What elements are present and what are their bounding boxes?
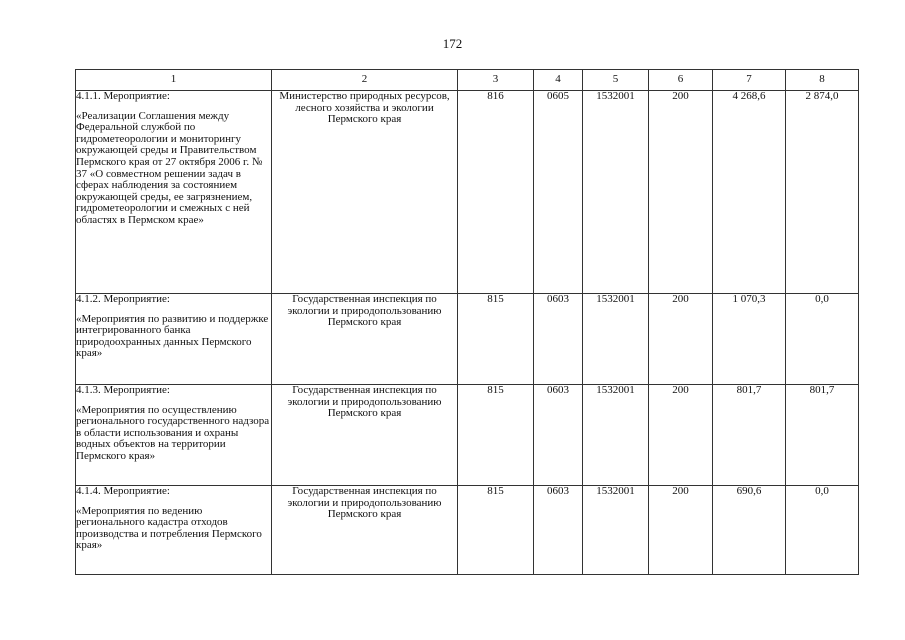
table-row bbox=[76, 91, 859, 294]
table-row bbox=[76, 486, 859, 575]
activity-code: 4.1.1. Мероприятие: bbox=[76, 90, 170, 102]
activity-cell bbox=[76, 486, 272, 575]
executor-cell: Государственная инспекция по экологии и природопользованию Пермского края bbox=[272, 385, 458, 486]
activity-code: 4.1.4. Мероприятие: bbox=[76, 485, 170, 497]
cell-col3: 815 bbox=[458, 385, 534, 486]
cell-col4: 0603 bbox=[534, 294, 583, 385]
activity-description: «Мероприятия по развитию и поддержке интегрированного банка природоохранных данных Пермского края» bbox=[76, 312, 269, 360]
cell-col4: 0603 bbox=[534, 486, 583, 575]
activity-description: «Мероприятия по осуществлению регионального государственного надзора в области использования и охраны водных объектов на территории Пермского края» bbox=[76, 403, 270, 462]
column-header: 7 bbox=[713, 70, 786, 91]
cell-col5: 1532001 bbox=[583, 385, 649, 486]
activity-code: 4.1.2. Мероприятие: bbox=[76, 293, 170, 305]
cell-col3: 815 bbox=[458, 486, 534, 575]
cell-col8: 0,0 bbox=[786, 294, 859, 385]
column-header: 8 bbox=[786, 70, 859, 91]
cell-col8: 2 874,0 bbox=[786, 91, 859, 294]
cell-col8: 801,7 bbox=[786, 385, 859, 486]
cell-col7: 690,6 bbox=[713, 486, 786, 575]
column-header: 6 bbox=[649, 70, 713, 91]
cell-col7: 4 268,6 bbox=[713, 91, 786, 294]
column-header: 2 bbox=[272, 70, 458, 91]
column-header: 5 bbox=[583, 70, 649, 91]
cell-col6: 200 bbox=[649, 385, 713, 486]
cell-col7: 1 070,3 bbox=[713, 294, 786, 385]
cell-col8: 0,0 bbox=[786, 486, 859, 575]
activity-cell bbox=[76, 294, 272, 385]
cell-col3: 815 bbox=[458, 294, 534, 385]
column-header: 1 bbox=[76, 70, 272, 91]
activity-description: «Мероприятия по ведению регионального кадастра отходов производства и потребления Пермского края» bbox=[76, 504, 262, 552]
executor-cell: Государственная инспекция по экологии и природопользованию Пермского края bbox=[272, 294, 458, 385]
activity-description: «Реализации Соглашения между Федеральной службой по гидрометеорологии и мониторингу окружающей среды и Правительством Пермского края от 27 октября 2006 г. № 37 «О совместном решении задач в сферах наблюдения за состоянием окружающей среды, ее загрязнением, гидрометеорологии и смежных с ней областях в Пермском крае» bbox=[76, 109, 263, 226]
table-row bbox=[76, 294, 859, 385]
cell-col6: 200 bbox=[649, 294, 713, 385]
table-row bbox=[76, 385, 859, 486]
executor-cell: Министерство природных ресурсов, лесного хозяйства и экологии Пермского края bbox=[272, 91, 458, 294]
budget-table bbox=[75, 69, 859, 575]
cell-col6: 200 bbox=[649, 486, 713, 575]
cell-col4: 0605 bbox=[534, 91, 583, 294]
activity-code: 4.1.3. Мероприятие: bbox=[76, 384, 170, 396]
cell-col5: 1532001 bbox=[583, 91, 649, 294]
column-header: 4 bbox=[534, 70, 583, 91]
cell-col5: 1532001 bbox=[583, 486, 649, 575]
activity-cell bbox=[76, 385, 272, 486]
activity-cell bbox=[76, 91, 272, 294]
column-header: 3 bbox=[458, 70, 534, 91]
cell-col7: 801,7 bbox=[713, 385, 786, 486]
cell-col3: 816 bbox=[458, 91, 534, 294]
executor-cell: Государственная инспекция по экологии и природопользованию Пермского края bbox=[272, 486, 458, 575]
cell-col6: 200 bbox=[649, 91, 713, 294]
page-number: 172 bbox=[442, 36, 463, 51]
cell-col4: 0603 bbox=[534, 385, 583, 486]
header-row bbox=[76, 70, 859, 91]
cell-col5: 1532001 bbox=[583, 294, 649, 385]
